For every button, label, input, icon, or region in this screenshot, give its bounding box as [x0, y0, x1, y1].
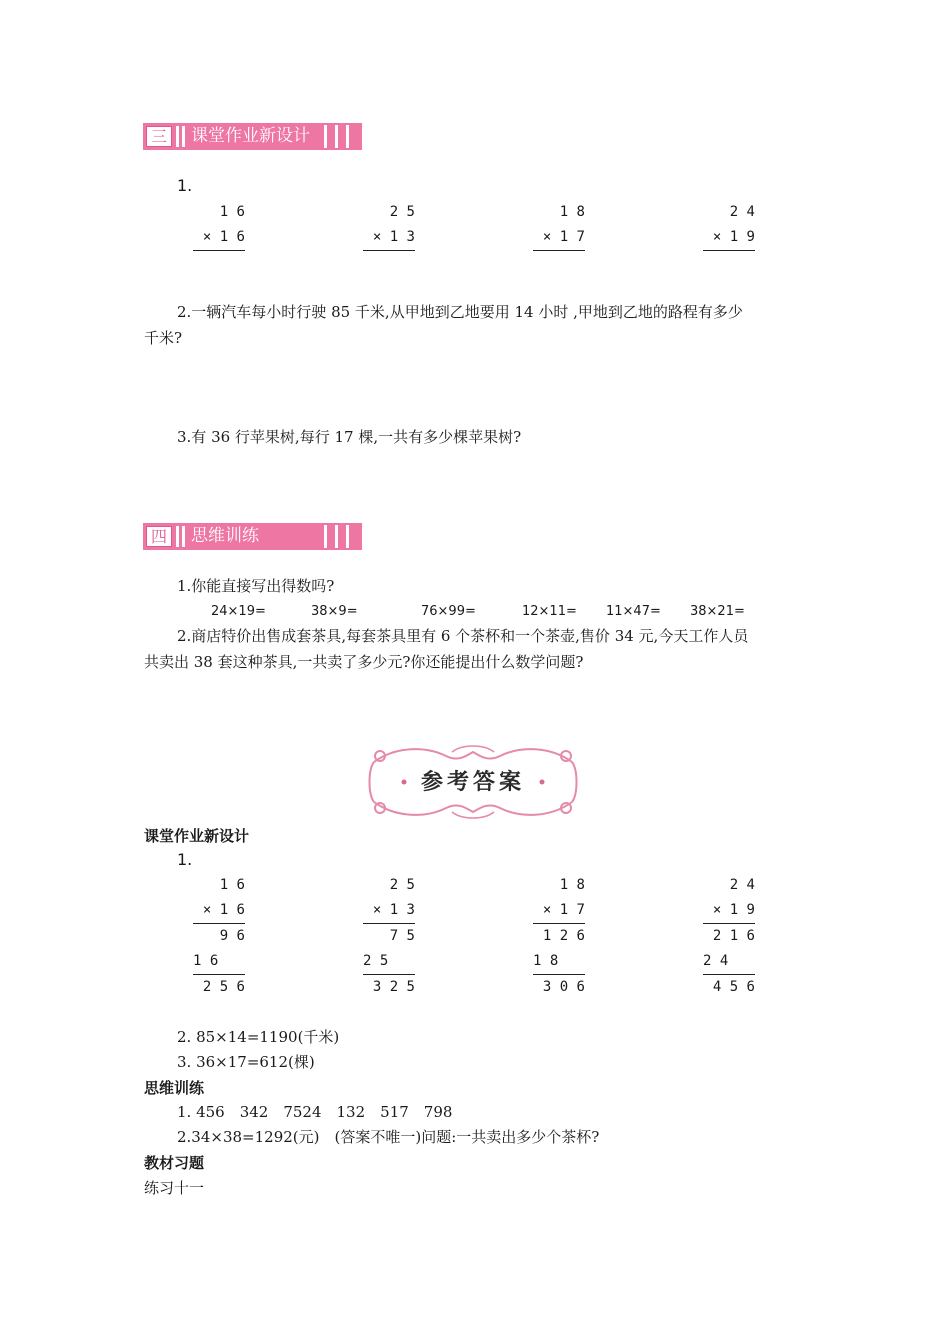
- question-1-label: 1.: [177, 176, 193, 195]
- thinking-question-2-line-2: 共卖出 38 套这种茶具,一共卖了多少元?你还能提出什么数学问题?: [144, 653, 584, 671]
- multiplication-problem-3: 1 8 × 1 7: [533, 200, 585, 251]
- thinking-question-2-line-1: 2.商店特价出售成套茶具,每套茶具里有 6 个茶杯和一个茶壶,售价 34 元,今天工作人员: [177, 627, 749, 645]
- thinking-question-1: 1.你能直接写出得数吗?: [177, 577, 335, 595]
- answer-heading-1: 课堂作业新设计: [144, 827, 250, 845]
- multiplication-problem-2: 2 5 × 1 3: [363, 200, 415, 251]
- expression-5: 11×47=: [606, 604, 661, 619]
- solution-3: 1 8 × 1 7 1 2 6 1 8 3 0 6: [533, 877, 585, 995]
- answer-heading-2: 思维训练: [144, 1079, 205, 1097]
- section-banner-3: [143, 123, 362, 150]
- expression-3: 76×99=: [421, 604, 476, 619]
- footer-text: 练习十一: [144, 1179, 205, 1197]
- solution-1: 1 6 × 1 6 9 6 1 6 2 5 6: [193, 877, 245, 995]
- multiplication-problem-4: 2 4 × 1 9: [703, 200, 755, 251]
- answer-2: 2. 85×14=1190(千米): [177, 1028, 340, 1046]
- section-banner-4: [143, 523, 362, 550]
- section-number: 三: [146, 126, 172, 147]
- question-2-line-2: 千米?: [144, 329, 183, 347]
- solution-4: 2 4 × 1 9 2 1 6 2 4 4 5 6: [703, 877, 755, 995]
- multiplication-problem-1: 1 6 × 1 6: [193, 200, 245, 251]
- question-3: 3.有 36 行苹果树,每行 17 棵,一共有多少棵苹果树?: [177, 428, 522, 446]
- thinking-answer-2: 2.34×38=1292(元) (答案不唯一)问题:一共卖出多少个茶杯?: [177, 1128, 600, 1146]
- section-number: 四: [146, 526, 172, 547]
- answer-3: 3. 36×17=612(棵): [177, 1053, 315, 1071]
- section-title: 课堂作业新设计: [191, 126, 310, 146]
- answer-banner: [366, 742, 580, 822]
- expression-4: 12×11=: [522, 604, 577, 619]
- expression-1: 24×19=: [211, 604, 266, 619]
- question-2-line-1: 2.一辆汽车每小时行驶 85 千米,从甲地到乙地要用 14 小时 ,甲地到乙地的路程有多少: [177, 303, 743, 321]
- section-title: 思维训练: [191, 526, 259, 546]
- expression-2: 38×9=: [311, 604, 358, 619]
- expression-6: 38×21=: [690, 604, 745, 619]
- answer-heading-3: 教材习题: [144, 1154, 205, 1172]
- answer-banner-title: 参考答案: [420, 769, 525, 795]
- thinking-answer-1: 1. 456 342 7524 132 517 798: [177, 1103, 453, 1121]
- answer-1-label: 1.: [177, 850, 193, 869]
- solution-2: 2 5 × 1 3 7 5 2 5 3 2 5: [363, 877, 415, 995]
